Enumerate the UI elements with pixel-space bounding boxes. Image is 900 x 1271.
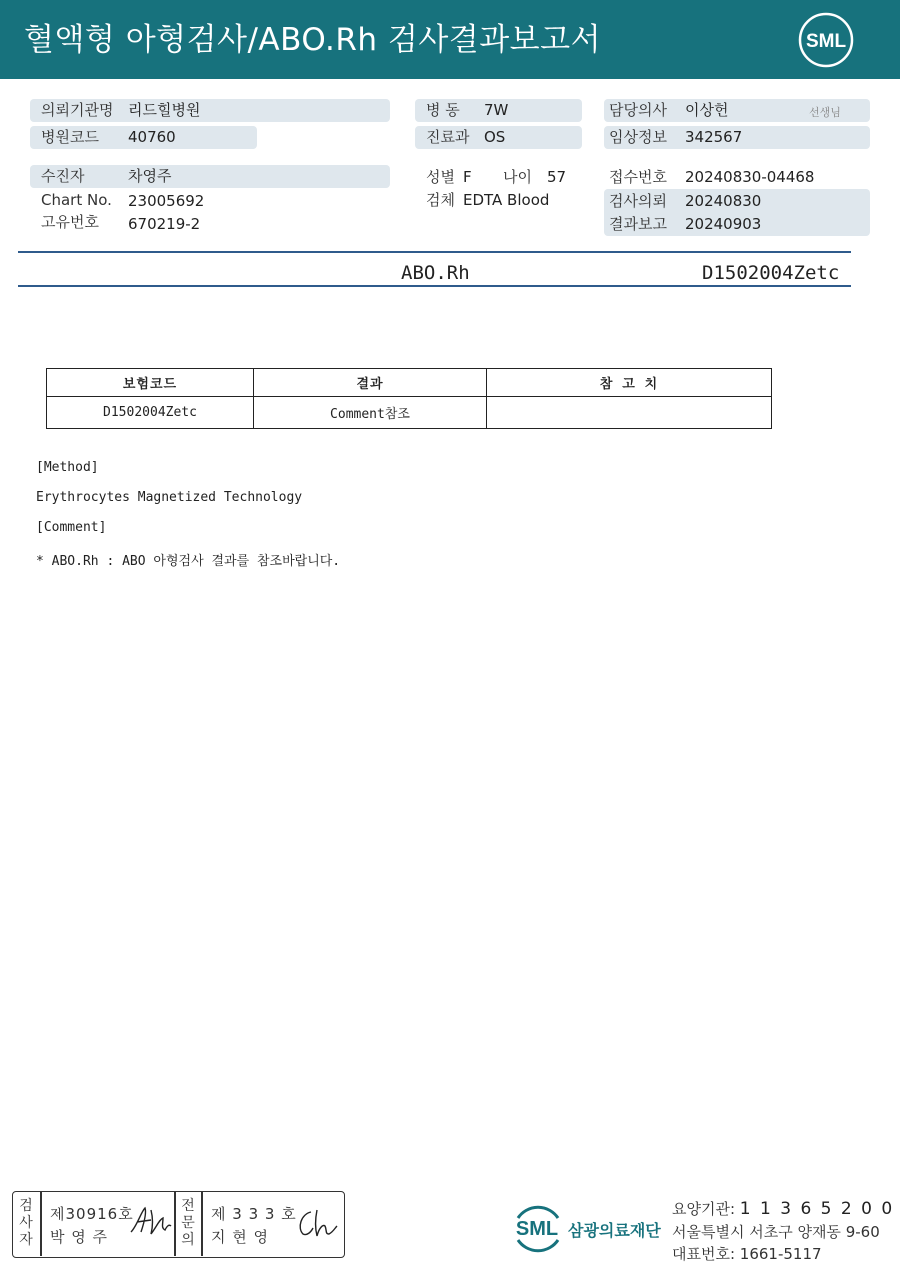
institution-code-label: 요양기관: xyxy=(672,1200,736,1218)
ward-value: 7W xyxy=(484,101,509,119)
sex-value: F xyxy=(463,168,472,186)
cell-reference xyxy=(487,397,772,429)
hospital-code-label: 병원코드 xyxy=(41,128,99,146)
chart-no-label: Chart No. xyxy=(41,191,112,209)
title-rule-bottom xyxy=(18,285,851,287)
cell-result: Comment참조 xyxy=(254,397,487,429)
specimen-value: EDTA Blood xyxy=(463,191,550,209)
report-title: 혈액형 아형검사/ABO.Rh 검사결과보고서 xyxy=(24,22,602,58)
specialist-signature xyxy=(295,1206,339,1240)
institution-code-value: 1 1 3 6 5 2 0 0 xyxy=(739,1199,895,1219)
phone-value: 1661-5117 xyxy=(739,1245,822,1263)
results-table xyxy=(46,368,772,429)
method-text: Erythrocytes Magnetized Technology xyxy=(36,490,303,505)
title-rule-top xyxy=(18,251,851,253)
signature-box xyxy=(12,1191,345,1258)
foundation-logo xyxy=(510,1200,566,1256)
doctor-suffix: 선생님 xyxy=(809,106,841,119)
age-label: 나이 xyxy=(503,168,532,186)
specialist-label: 전문의 xyxy=(181,1198,195,1248)
examiner-name: 박 영 주 xyxy=(50,1228,109,1246)
specialist-number: 제 3 3 3 호 xyxy=(211,1205,297,1223)
sml-logo xyxy=(798,12,854,68)
ward-label: 병 동 xyxy=(426,101,460,119)
examiner-label: 검사자 xyxy=(19,1198,33,1248)
institution-value: 리드힐병원 xyxy=(128,101,201,119)
request-date-label: 검사의뢰 xyxy=(609,192,667,210)
specialist-name: 지 현 영 xyxy=(211,1228,270,1246)
age-value: 57 xyxy=(547,168,567,186)
cell-insurance-code: D1502004Zetc xyxy=(47,397,254,429)
report-header xyxy=(0,0,900,79)
clinical-value: 342567 xyxy=(685,128,743,146)
examiner-signature xyxy=(129,1204,173,1238)
clinical-label: 임상정보 xyxy=(609,128,667,146)
foundation-name: 삼광의료재단 xyxy=(568,1221,661,1240)
results-header-row xyxy=(47,369,772,397)
institution-label: 의뢰기관명 xyxy=(41,101,114,119)
column-header-reference: 참 고 치 xyxy=(487,369,772,397)
sex-label: 성별 xyxy=(426,168,455,186)
doctor-value: 이상헌 xyxy=(685,101,729,119)
comment-text: * ABO.Rh : ABO 아형검사 결과를 참조바랍니다. xyxy=(36,554,341,569)
request-date-value: 20240830 xyxy=(685,192,762,210)
examiner-number: 제30916호 xyxy=(50,1205,134,1223)
address: 서울특별시 서초구 양재동 9-60 xyxy=(672,1223,880,1241)
unique-id-label: 고유번호 xyxy=(41,213,99,231)
hospital-code-value: 40760 xyxy=(128,128,176,146)
doctor-label: 담당의사 xyxy=(609,101,667,119)
department-label: 진료과 xyxy=(426,128,470,146)
report-date-value: 20240903 xyxy=(685,215,762,233)
test-code: D1502004Zetc xyxy=(702,262,840,284)
patient-name-value: 차영주 xyxy=(128,167,172,185)
column-header-result: 결과 xyxy=(254,369,487,397)
receipt-value: 20240830-04468 xyxy=(685,168,815,186)
department-value: OS xyxy=(484,128,506,146)
institution-code xyxy=(672,1198,894,1219)
test-name: ABO.Rh xyxy=(401,262,470,284)
unique-id-value: 670219-2 xyxy=(128,215,201,233)
divider xyxy=(201,1192,203,1256)
comment-heading: [Comment] xyxy=(36,520,107,535)
phone xyxy=(672,1243,822,1264)
report-date-label: 결과보고 xyxy=(609,215,667,233)
divider xyxy=(40,1192,42,1256)
chart-no-value: 23005692 xyxy=(128,192,205,210)
table-row xyxy=(47,397,772,429)
column-header-insurance-code: 보험코드 xyxy=(47,369,254,397)
phone-label: 대표번호: xyxy=(672,1245,736,1263)
specimen-label: 검체 xyxy=(426,191,455,209)
method-heading: [Method] xyxy=(36,460,99,475)
receipt-label: 접수번호 xyxy=(609,168,667,186)
svg-text:SML: SML xyxy=(805,31,847,52)
patient-name-label: 수진자 xyxy=(41,167,85,185)
svg-text:SML: SML xyxy=(515,1218,559,1240)
divider xyxy=(174,1192,176,1256)
